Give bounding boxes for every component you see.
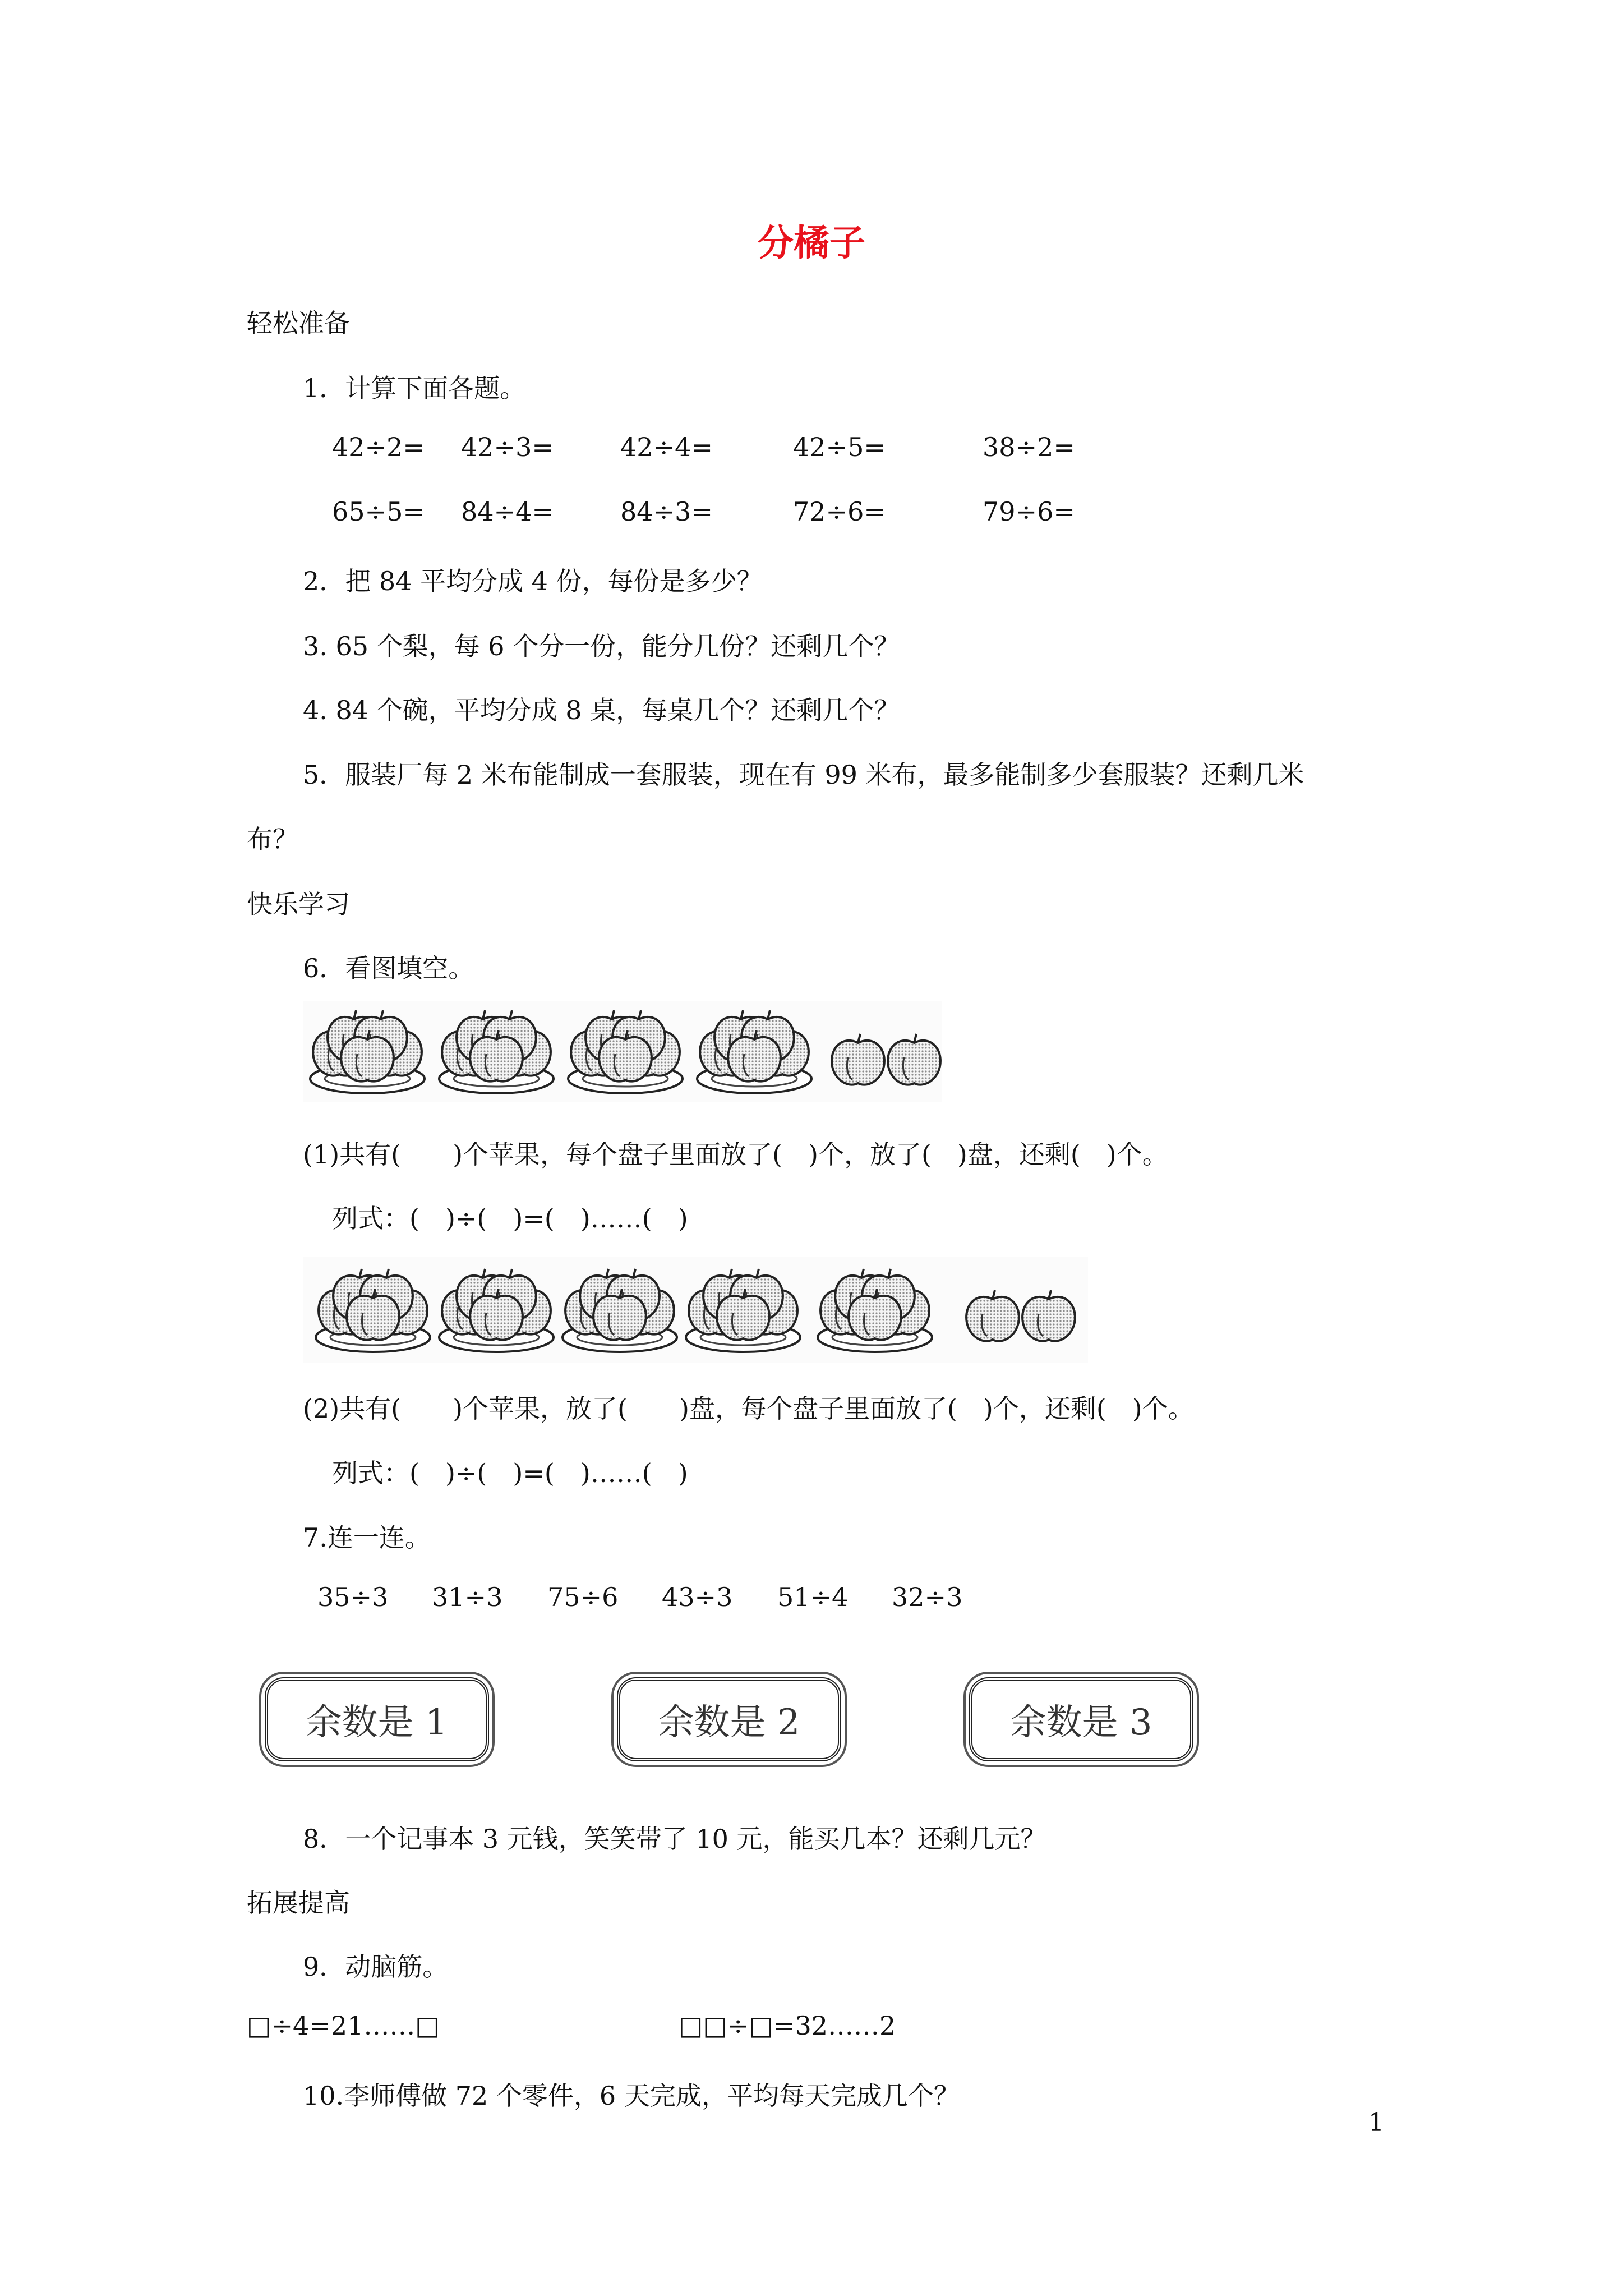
page-title: 分橘子: [758, 222, 865, 264]
apple-plates-figure-2: [303, 1257, 1088, 1363]
section-heading-happy-learning: 快乐学习: [247, 889, 350, 919]
calc-item: 42÷5=: [793, 432, 886, 462]
question-9-prompt: 9．动脑筋。: [303, 1952, 449, 1982]
question-6-part-1: (1)共有( )个苹果，每个盘子里面放了( )个，放了( )盘，还剩( )个。: [303, 1139, 1168, 1170]
question-1-prompt: 1．计算下面各题。: [303, 373, 526, 403]
calc-item: 72÷6=: [793, 496, 886, 527]
calc-item: 65÷5=: [332, 496, 425, 527]
calc-item: 42÷2=: [332, 432, 425, 462]
expression-item: 51÷4: [777, 1582, 849, 1612]
section-heading-prepare: 轻松准备: [247, 308, 350, 338]
question-9-right: □□÷□=32……2: [679, 2010, 896, 2041]
remainder-box-2[interactable]: 余数是 2: [617, 1677, 841, 1761]
question-2: 2．把 84 平均分成 4 份，每份是多少？: [303, 566, 763, 596]
expression-item: 75÷6: [547, 1582, 619, 1612]
calc-item: 42÷3=: [461, 432, 554, 462]
question-6-part-2: (2)共有( )个苹果，放了( )盘，每个盘子里面放了( )个，还剩( )个。: [303, 1393, 1194, 1424]
page-number: 1: [1368, 2108, 1384, 2137]
expression-item: 35÷3: [317, 1582, 389, 1612]
calc-item: 79÷6=: [983, 496, 1075, 527]
expression-item: 32÷3: [892, 1582, 963, 1612]
question-6-formula-2: 列式：( )÷( )=( )……( ): [332, 1458, 688, 1488]
question-5-line-1: 5．服装厂每 2 米布能制成一套服装，现在有 99 米布，最多能制多少套服装？还剩几米: [303, 760, 1304, 790]
expression-item: 43÷3: [662, 1582, 733, 1612]
question-5-line-2: 布？: [247, 824, 298, 854]
calc-item: 38÷2=: [983, 432, 1075, 462]
section-heading-extension: 拓展提高: [247, 1888, 350, 1918]
remainder-box-3[interactable]: 余数是 3: [969, 1677, 1193, 1761]
question-9-left: □÷4=21……□: [247, 2010, 440, 2041]
question-3: 3. 65 个梨，每 6 个分一份，能分几份？还剩几个？: [303, 631, 900, 661]
calc-item: 84÷4=: [461, 496, 554, 527]
question-4: 4. 84 个碗，平均分成 8 桌，每桌几个？还剩几个？: [303, 695, 900, 725]
question-7-prompt: 7.连一连。: [303, 1522, 431, 1553]
apple-plates-figure-1: [303, 1001, 942, 1102]
question-6-formula-1: 列式：( )÷( )=( )……( ): [332, 1203, 688, 1234]
remainder-box-1[interactable]: 余数是 1: [265, 1677, 489, 1761]
question-10: 10.李师傅做 72 个零件，6 天完成，平均每天完成几个？: [303, 2081, 960, 2111]
calc-item: 42÷4=: [620, 432, 713, 462]
question-6-prompt: 6．看图填空。: [303, 953, 474, 983]
expression-item: 31÷3: [432, 1582, 503, 1612]
calc-item: 84÷3=: [620, 496, 713, 527]
question-8: 8．一个记事本 3 元钱，笑笑带了 10 元，能买几本？还剩几元？: [303, 1824, 1046, 1854]
